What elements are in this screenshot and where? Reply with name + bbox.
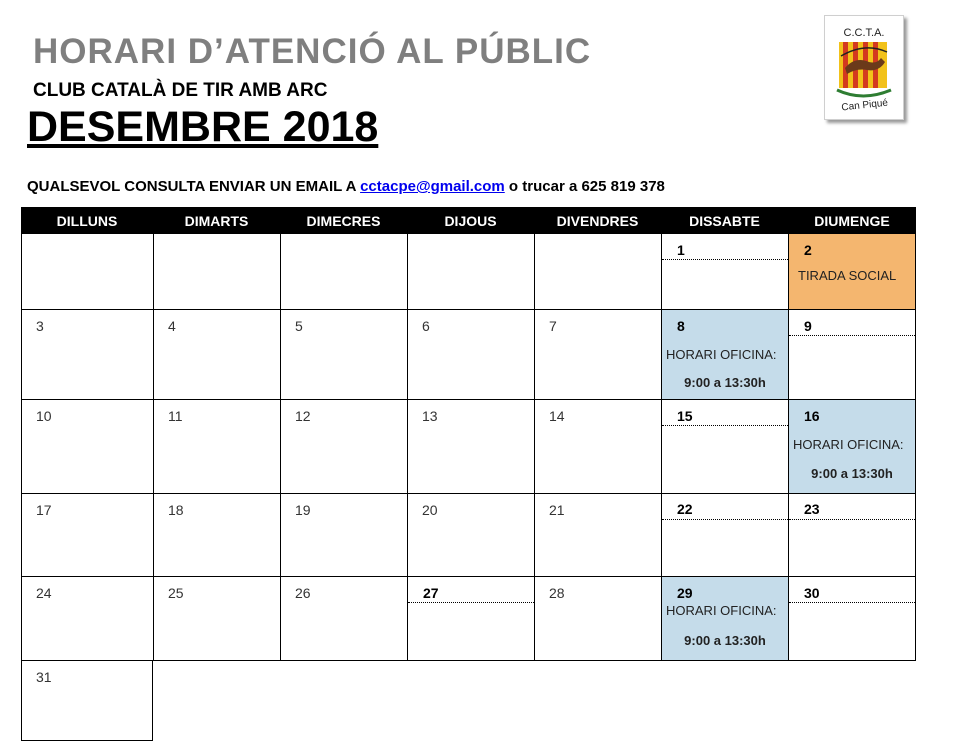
day-number: 28 xyxy=(549,585,565,601)
logo-top-text: C.C.T.A. xyxy=(843,27,885,39)
day-cell-15 xyxy=(661,400,788,494)
empty-day-cell xyxy=(21,234,153,310)
day-number: 16 xyxy=(804,408,820,424)
day-number: 21 xyxy=(549,502,565,518)
day-number: 30 xyxy=(804,585,820,601)
day-cell-5 xyxy=(280,310,407,400)
day-number: 27 xyxy=(423,585,439,601)
day-cell-11 xyxy=(153,400,280,494)
day-cell-17 xyxy=(21,494,153,577)
day-cell-1 xyxy=(661,234,788,310)
day-cell-31 xyxy=(21,661,153,741)
month-heading: DESEMBRE 2018 xyxy=(27,103,379,151)
empty-day-cell xyxy=(407,234,534,310)
empty-day-cell xyxy=(280,234,407,310)
weekday-header-saturday: DISSABTE xyxy=(661,207,788,234)
weekday-header-thursday: DIJOUS xyxy=(407,207,534,234)
office-hours-time: 9:00 a 13:30h xyxy=(684,375,766,390)
day-cell-3 xyxy=(21,310,153,400)
day-number: 7 xyxy=(549,318,557,334)
weekday-header-monday: DILLUNS xyxy=(21,207,153,234)
day-number: 1 xyxy=(677,242,685,258)
day-number: 12 xyxy=(295,408,311,424)
contact-email-link[interactable]: cctacpe@gmail.com xyxy=(360,178,505,195)
day-cell-27 xyxy=(407,577,534,661)
day-cell-21 xyxy=(534,494,661,577)
day-cell-2 xyxy=(788,234,916,310)
day-number: 31 xyxy=(36,669,52,685)
day-number: 18 xyxy=(168,502,184,518)
day-number: 9 xyxy=(804,318,812,334)
day-cell-16 xyxy=(788,400,916,494)
day-cell-28 xyxy=(534,577,661,661)
weekday-header-sunday: DIUMENGE xyxy=(788,207,916,234)
day-cell-30 xyxy=(788,577,916,661)
office-hours-time: 9:00 a 13:30h xyxy=(684,633,766,648)
day-number: 14 xyxy=(549,408,565,424)
club-name: CLUB CATALÀ DE TIR AMB ARC xyxy=(33,80,328,101)
day-number: 10 xyxy=(36,408,52,424)
day-number: 25 xyxy=(168,585,184,601)
day-number: 2 xyxy=(804,242,812,258)
day-number: 13 xyxy=(422,408,438,424)
day-cell-8 xyxy=(661,310,788,400)
day-cell-6 xyxy=(407,310,534,400)
day-number: 8 xyxy=(677,318,685,334)
day-cell-13 xyxy=(407,400,534,494)
day-number: 26 xyxy=(295,585,311,601)
empty-day-cell xyxy=(153,234,280,310)
contact-suffix: o trucar a 625 819 378 xyxy=(504,178,665,195)
office-hours-label: HORARI OFICINA: xyxy=(793,437,904,452)
contact-prefix: QUALSEVOL CONSULTA ENVIAR UN EMAIL A xyxy=(27,178,361,195)
office-hours-label: HORARI OFICINA: xyxy=(666,603,777,618)
page-title: HORARI D’ATENCIÓ AL PÚBLIC xyxy=(33,32,592,71)
logo-bottom-text: Can Piqué xyxy=(840,97,889,114)
day-cell-29 xyxy=(661,577,788,661)
office-hours-label: HORARI OFICINA: xyxy=(666,347,777,362)
day-number: 22 xyxy=(677,501,693,517)
day-number: 3 xyxy=(36,318,44,334)
day-cell-24 xyxy=(21,577,153,661)
day-cell-9 xyxy=(788,310,916,400)
day-cell-18 xyxy=(153,494,280,577)
day-number: 6 xyxy=(422,318,430,334)
day-cell-19 xyxy=(280,494,407,577)
day-number: 23 xyxy=(804,501,820,517)
day-cell-12 xyxy=(280,400,407,494)
empty-day-cell xyxy=(534,234,661,310)
day-cell-10 xyxy=(21,400,153,494)
event-tirada-social: TIRADA SOCIAL xyxy=(798,268,897,283)
day-number: 29 xyxy=(677,585,693,601)
weekday-header-wednesday: DIMECRES xyxy=(280,207,407,234)
day-number: 15 xyxy=(677,408,693,424)
day-cell-23 xyxy=(788,494,916,577)
day-number: 20 xyxy=(422,502,438,518)
day-cell-20 xyxy=(407,494,534,577)
day-cell-7 xyxy=(534,310,661,400)
weekday-header-friday: DIVENDRES xyxy=(534,207,661,234)
office-hours-time: 9:00 a 13:30h xyxy=(811,466,893,481)
weekday-header-tuesday: DIMARTS xyxy=(153,207,280,234)
day-number: 11 xyxy=(168,408,183,424)
day-number: 5 xyxy=(295,318,303,334)
day-cell-4 xyxy=(153,310,280,400)
day-cell-25 xyxy=(153,577,280,661)
day-cell-14 xyxy=(534,400,661,494)
day-number: 19 xyxy=(295,502,311,518)
day-number: 24 xyxy=(36,585,52,601)
day-number: 4 xyxy=(168,318,176,334)
day-cell-26 xyxy=(280,577,407,661)
day-number: 17 xyxy=(36,502,52,518)
day-cell-22 xyxy=(661,494,788,577)
